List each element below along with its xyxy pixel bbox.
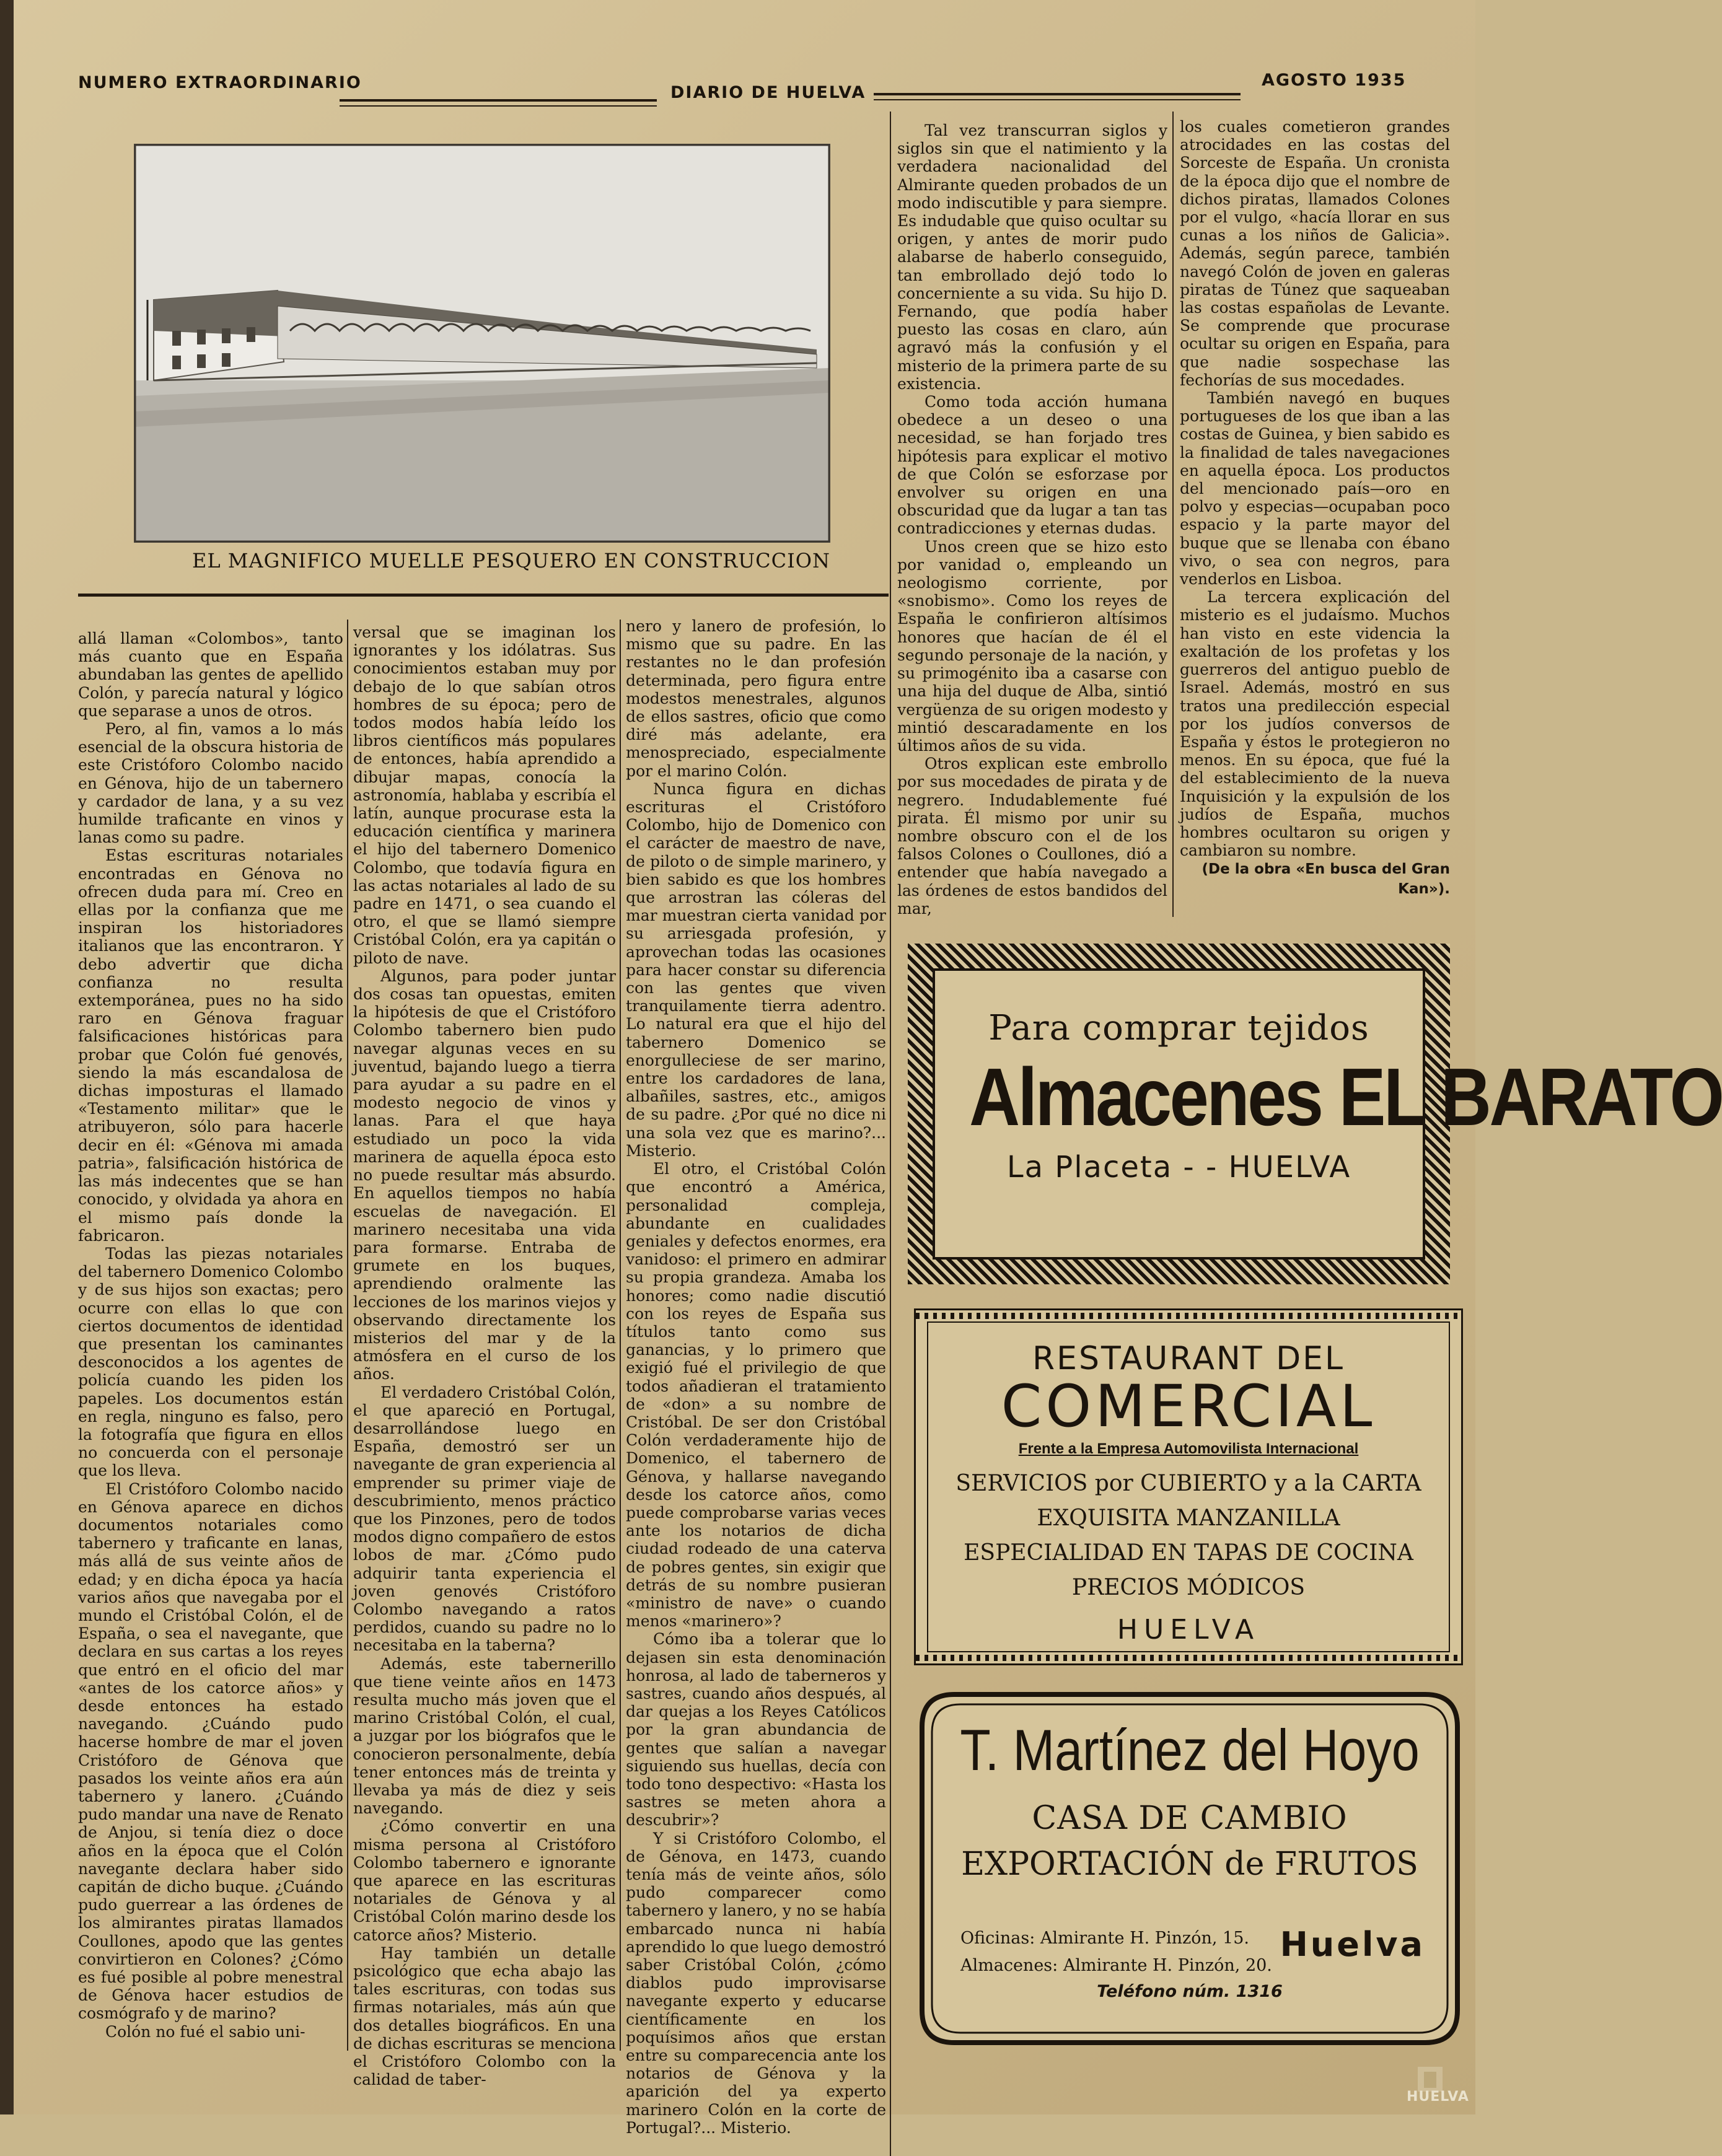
ad-martinez-exchange: CASA DE CAMBIO: [1032, 1800, 1348, 1837]
article-paragraph: Como toda acción humana obedece a un deseo o una necesidad, se han forjado tres hipótesis para explicar el motivo de que Colón se esforzase por envolver su origen en una obscuridad que da lugar a tan tas contradicciones y eternas dudas.: [897, 393, 1167, 538]
article-paragraph: ¿Cómo convertir en una misma persona al Cristóforo Colombo tabernero e ignorante que aparece en las escrituras notariales de Génova y al Cristóbal Colón marino desde los catorce años? Misterio.: [353, 1817, 616, 1944]
ad-comercial-city: HUELVA: [1117, 1614, 1260, 1645]
ad-comercial-manzanilla: EXQUISITA MANZANILLA: [1037, 1505, 1340, 1531]
article-paragraph: Nunca figura en dichas escrituras el Cristóforo Colombo, hijo de Domenico con el carácter de maestro de nave, de piloto o de simple marinero, y bien sabido es que los hombres que arrostran las cóleras del mar muestran cierta vanidad por su arriesgada profesión, y aprovechan todas las ocasiones para hacer constar su diferencia con las gentes que viven tranquilamente tierra adentro. Lo natural era que el hijo del tabernero Domenico se enorgulleciese de ser marino, entre los cardadores de lana, albañiles, sastres, etc., amigos de su padre. ¿Por qué no dice ni una sola vez que es marino?... Misterio.: [626, 779, 886, 1160]
header-newspaper-title: DIARIO DE HUELVA: [670, 83, 866, 102]
article-paragraph: versal que se imaginan los ignorantes y los idólatras. Sus conocimientos estaban muy por debajo de lo que sabían otros hombres de su época; pero de todos modos había leído los libros científicos más populares de entonces, había aprendido a dibujar mapas, conocía la astronomía, hablaba y escribía el latín, aunque procurase esta la educación científica y marinera el hijo del tabernero Domenico Colombo, que todavía figura en las actas notariales al lado de su padre en 1471, o sea cuando el otro, el que se llamó siempre Cristóbal Colón, era ya capitán o piloto de nave.: [353, 623, 616, 967]
column-divider-right: [1172, 112, 1174, 917]
ad-restaurant-comercial: [914, 1308, 1463, 1665]
article-paragraph: nero y lanero de profesión, lo mismo que su padre. En las restantes no le dan profesión determinada, pero figura entre modestos menestrales, algunos de ellos sastres, oficio que como diré más adelante, era menospreciado, especialmente por el marino Colón.: [626, 617, 886, 780]
article-paragraph: Estas escrituras notariales encontradas en Génova no ofrecen duda para mí. Creo en ellas por la confianza que me inspiran los historiadores italianos que las encontraron. Y debo advertir que dicha confianza no resulta extemporánea, pues no ha sido raro en Génova fraguar falsificaciones históricas para probar que Colón fué genovés, siendo la más escandalosa de dichas imposturas el llamado «Testamento militar» que le atribuyeron, sólo para hacerle decir en él: «Génova mi amada patria», falsificación histórica de las más indecentes que se han conocido, y olvidada ya ahora en el mismo país donde la fabricaron.: [78, 846, 343, 1245]
article-paragraph: Pero, al fin, vamos a lo más esencial de la obscura historia de este Cristóforo Colombo nacido en Génova, hijo de un tabernero y cardador de lana, y a su vez humilde traficante en vinos y lanas como su padre.: [78, 720, 343, 847]
page-edge: [0, 0, 14, 2114]
ad-comercial-location: Frente a la Empresa Automovilista Internacional: [1018, 1440, 1359, 1457]
ad-comercial-line1: RESTAURANT DEL: [1032, 1340, 1345, 1377]
article-paragraph: Y si Cristóforo Colombo, el de Génova, en 1473, cuando tenía más de veinte años, sólo pudo comparecer como tabernero y lanero, y no se había embarcado nunca ni había aprendido lo que luego demostró saber Cristóbal Colón, ¿cómo diablos pudo improvisarse navegante experto y educarse científicamente en los poquísimos años que erstan entre su comparecencia ante los notarios de Génova y la aparición del ya experto marinero Colón en la corte de Portugal?... Misterio.: [626, 1829, 886, 2137]
column-divider-2: [620, 620, 621, 2051]
archive-watermark-text: HUELVA: [1407, 2089, 1469, 2105]
article-attribution: (De la obra «En busca del Gran Kan»).: [1201, 861, 1450, 897]
ad-almacenes-el-barato: [908, 944, 1722, 1284]
header-rule-left-thin: [340, 105, 657, 107]
header-rule-right-thin: [874, 99, 1241, 100]
article-paragraph: La tercera explicación del misterio es el judaísmo. Muchos han visto en este videncia la exaltación de los profetas y los guerreros del antiguo pueblo de Israel. Además, mostró en sus tratos una predilección especial por los judíos conversos de España y éstos le protegieron no menos. En su época, que fué la del establecimiento de la nueva Inquisición y la expulsión de los judíos de España, muchos hombres ocultaron su origen y cambiaron su nombre.: [1180, 588, 1450, 860]
ad-martinez-city: Huelva: [1280, 1925, 1425, 1964]
article-column-1: [78, 629, 343, 2048]
article-paragraph: Colón no fué el sabio uni-: [105, 2022, 305, 2041]
ad-dotted-border-bottom: [916, 1655, 1461, 1661]
header-date: AGOSTO 1935: [1262, 71, 1407, 90]
ad-martinez-name: T. Martínez del Hoyo: [960, 1717, 1420, 1782]
ad-comercial-prices: PRECIOS MÓDICOS: [1071, 1575, 1306, 1600]
photo-bottom-rule: [78, 594, 889, 597]
pier-photo-image: [135, 145, 829, 541]
ad-el-barato-name: Almacenes EL BARATO: [969, 1051, 1722, 1142]
article-paragraph: También navegó en buques portugueses de los que iban a las costas de Guinea, y bien sabido es la finalidad de tales navegaciones en aquella época. Los productos del mencionado país—oro en polvo y especias—ocupaban poco espacio y la parte mayor del buque que se llenaba con ébano vivo, o sea con negros, para venderlos en Lisboa.: [1180, 389, 1450, 589]
ad-martinez-offices: Oficinas: Almirante H. Pinzón, 15.: [960, 1929, 1249, 1948]
article-paragraph: Hay también un detalle psicológico que echa abajo las tales escrituras, con todas sus firmas notariales, más aún que dos detalles biográficos. En una de dichas escrituras se menciona el Cristóforo Colombo con la calidad de taber-: [353, 1943, 616, 2089]
article-paragraph: El Cristóforo Colombo nacido en Génova aparece en dichos documentos notariales como tabernero y traficante en lanas, más allá de sus veinte años de edad; y en dicha época ya hacía varios años que navegaba por el mundo el Cristóbal Colón, el de España, o sea el navegante, que declara en sus cartas a los reyes que entró en el oficio del mar «antes de los catorce años» y desde entonces ha estado navegando. ¿Cuándo pudo hacerse hombre de mar el joven Cristóforo de Génova que pasados los veinte años era aún tabernero y lanero. ¿Cuándo pudo mandar una nave de Renato de Anjou, si tenía diez o doce años en la época que el Colón navegante declara haber sido capitán de dicho buque. ¿Cuándo pudo guerrear a las órdenes de los almirantes piratas llamados Coullones, apodo que las gentes convirtieron en Colones? ¿Cómo es fué posible al pobre menestral de Génova hacer estudios de cosmógrafo y de marino?: [78, 1479, 344, 2023]
header-rule-left: [340, 99, 657, 102]
article-paragraph: El verdadero Cristóbal Colón, el que apareció en Portugal, desarrollándose luego en España, demostró ser un navegante de gran experiencia al emprender su primer viaje de descubrimiento, menos práctico que los Pinzones, pero de todos modos digno compañero de estos lobos de mar. ¿Cómo pudo adquirir tanta experiencia el joven genovés Cristóforo Colombo navegando a ratos perdidos, cuando su padre no lo necesitaba en la taberna?: [353, 1383, 616, 1655]
header-edition: NUMERO EXTRAORDINARIO: [78, 73, 362, 92]
article-paragraph: Algunos, para poder juntar dos cosas tan opuestas, emiten la hipótesis de que el Cristóforo Colombo tabernero bien pudo navegar algunas veces en su juventud, bajando luego a tierra para ayudar a su padre en el modesto negocio de vinos y lanas. Para el que haya estudiado un poco la vida marinera de aquella época esto no puede resultar más absurdo. En aquellos tiempos no había escuelas de navegación. El marinero necesitaba una vida para formarse. Entraba de grumete en los buques, aprendiendo oralmente las lecciones de los marinos viejos y observando directamente los misterios del mar y de la atmósfera en el curso de los años.: [353, 966, 616, 1383]
ad-comercial-name: COMERCIAL: [1001, 1373, 1376, 1440]
article-paragraph: Otros explican este embrollo por sus mocedades de pirata y de negrero. Indudablemente fué pirata. Él mismo por unir su nombre obscuro con el de los falsos Colones o Coullones, dió a entender que había navegado a las órdenes de estos bandidos del mar,: [897, 755, 1167, 918]
ad-martinez-content: [917, 1689, 1462, 2048]
ad-martinez-del-hoyo: [917, 1689, 1462, 2048]
article-column-3: [626, 617, 886, 2137]
ad-comercial-services: SERVICIOS por CUBIERTO y a la CARTA: [955, 1471, 1421, 1496]
article-column-4: [897, 121, 1167, 921]
ad-dotted-border-top: [916, 1313, 1461, 1319]
article-paragraph: Cómo iba a tolerar que lo dejasen sin esta denominación honrosa, al lado de taberneros y sastres, cuando años después, al dar quejas a los Reyes Católicos por la gran abundancia de gentes que salían a navegar siguiendo sus huellas, decía con todo tono despectivo: «Hasta los sastres se meten ahora a descubrir»?: [626, 1630, 886, 1830]
ad-comercial-specialty: ESPECIALIDAD EN TAPAS DE COCINA: [964, 1540, 1413, 1566]
ad-martinez-export: EXPORTACIÓN de FRUTOS: [961, 1846, 1418, 1883]
ad-martinez-phone: Teléfono núm. 1316: [1097, 1982, 1283, 2001]
ad-martinez-addresses: [960, 1925, 1272, 1979]
article-paragraph: Unos creen que se hizo esto por vanidad o, empleando un neologismo corriente, por «snobismo». Como los reyes de España le confirieron altísimos honores que hacían de él el segundo personaje de la nación, y su primogénito iba a casarse con una hija del duque de Alba, sintió vergüenza de su origen modesto y mintió descaradamente en los últimos años de su vida.: [897, 537, 1167, 755]
pier-photo: [134, 144, 830, 543]
ad-comercial-frame: [927, 1321, 1450, 1652]
article-column-2: [353, 623, 616, 2089]
article-paragraph: Además, este tabernerillo que tiene veinte años en 1473 resulta mucho más joven que el marino Cristóbal Colón, el cual, a juzgar por los biógrafos que le conocieron personalmente, debía tener entonces más de treinta y llevaba ya más de diez y seis navegando.: [353, 1654, 616, 1818]
article-column-5: [1180, 118, 1450, 923]
header-rule-right: [874, 93, 1241, 95]
article-paragraph: allá llaman «Colombos», tanto más cuanto que en España abundaban las gentes de apellido Colón, y parecía natural y lógico que separase a unos de otros.: [78, 629, 343, 720]
ad-el-barato-tagline: Para comprar tejidos: [988, 1008, 1369, 1048]
ad-el-barato-frame: [933, 968, 1722, 1260]
article-paragraph: Tal vez transcurran siglos y siglos sin que el natimiento y la verdadera nacionalidad del Almirante queden probados de un modo indiscutible y para siempre. Es indudable que quiso ocultar su origen, y antes de morir pudo alabarse de haberlo conseguido, tan embrollado dejó todo lo concerniente a su vida. Su hijo D. Fernando, que podía haber puesto las cosas en claro, aún agravó más la confusión y el misterio de la primera parte de su existencia.: [897, 121, 1167, 393]
column-divider-mid: [890, 112, 891, 2156]
ad-martinez-warehouses: Almacenes: Almirante H. Pinzón, 20.: [960, 1956, 1272, 1975]
column-divider-1: [347, 620, 348, 2051]
article-paragraph: los cuales cometieron grandes atrocidades en las costas del Sorceste de España. Un cronista de la época dijo que el nombre de dichos piratas, llamados Colones por el vulgo, «hacía llorar en sus cunas a los niños de Galicia». Además, según parece, también navegó Colón de joven en galeras piratas de Túnez que saqueaban las costas españolas de Levante. Se comprende que procurase ocultar su origen en España, para que nadie sospechase las fechorías de sus mocedades.: [1180, 118, 1450, 389]
article-paragraph: Todas las piezas notariales del tabernero Domenico Colombo y de sus hijos son exactas; pero ocurre con ellas lo que con ciertos documentos de identidad que presentan los caminantes desconocidos a los agentes de policía cuando les piden los papeles. Los documentos están en regla, ninguno es falso, pero la fotografía que figura en ellos no concuerda con el personaje que los lleva.: [78, 1244, 343, 1480]
photo-caption: EL MAGNIFICO MUELLE PESQUERO EN CONSTRUCCION: [192, 549, 831, 572]
article-paragraph: El otro, el Cristóbal Colón que encontró a América, personalidad compleja, abundante en cualidades geniales y defectos enormes, era vanidoso: el primero en admirar su propia grandeza. Amaba los honores; como nadie discutió con los reyes de España sus títulos tanto como sus ganancias, y lo primero que exigió fué el privilegio de que todos añadieran el tratamiento de «don» a su nombre de Cristóbal. De ser don Cristóbal Colón verdaderamente hijo de Domenico, el tabernero de Génova, y hallarse navegando desde los catorce años, como puede comprobarse varias veces ante los notarios de dicha ciudad rodeado de una caterva de pobres gentes, sin exigir que detrás de su nombre pusieran «ministro de nave» o cuando menos «marinero»?: [626, 1160, 886, 1631]
ad-el-barato-address: La Placeta - - HUELVA: [1006, 1150, 1351, 1185]
